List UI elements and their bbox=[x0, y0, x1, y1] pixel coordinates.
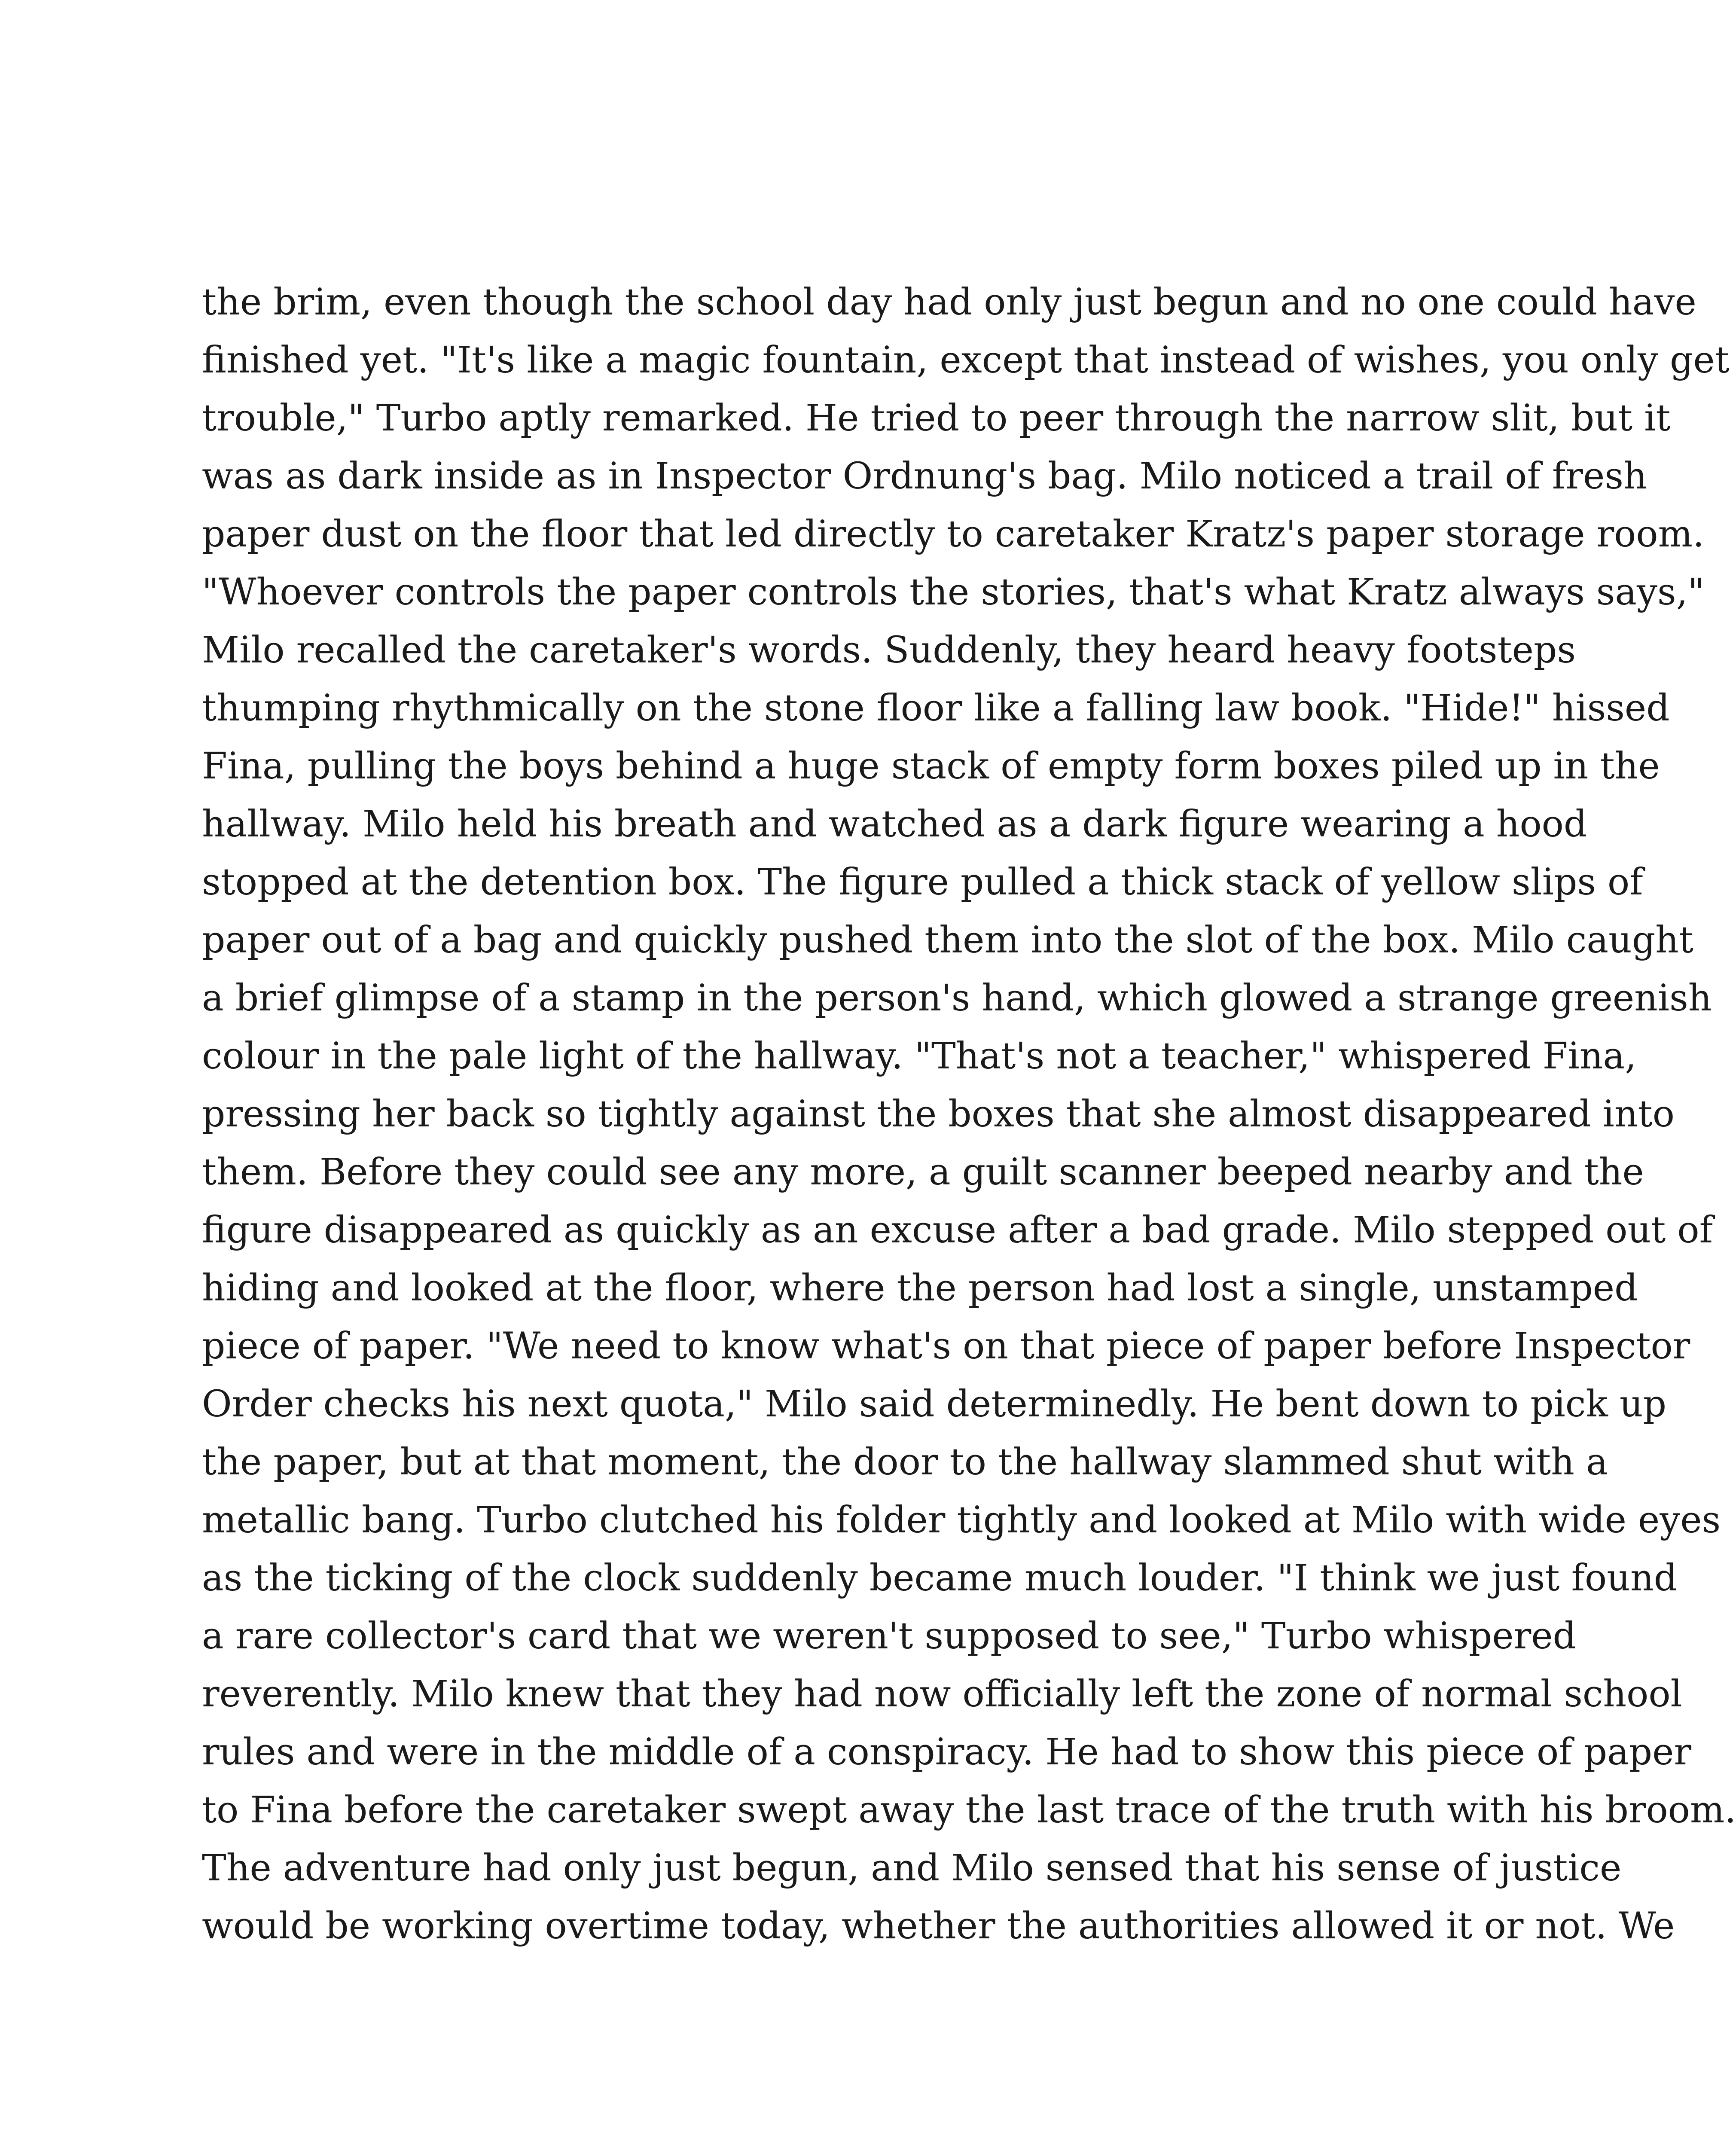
text-line: was as dark inside as in Inspector Ordnung's bag. Milo noticed a trail of fresh bbox=[202, 455, 1647, 497]
text-line: stopped at the detention box. The figure pulled a thick stack of yellow slips of bbox=[202, 861, 1643, 903]
text-line: them. Before they could see any more, a guilt scanner beeped nearby and the bbox=[202, 1151, 1644, 1193]
text-line: a rare collector's card that we weren't supposed to see," Turbo whispered bbox=[202, 1615, 1576, 1657]
text-line: "Whoever controls the paper controls the stories, that's what Kratz always says," bbox=[202, 571, 1705, 613]
text-line: hallway. Milo held his breath and watched as a dark figure wearing a hood bbox=[202, 803, 1587, 845]
text-line: The adventure had only just begun, and Milo sensed that his sense of justice bbox=[202, 1847, 1622, 1889]
text-line: pressing her back so tightly against the boxes that she almost disappeared into bbox=[202, 1093, 1675, 1135]
text-line: the paper, but at that moment, the door to the hallway slammed shut with a bbox=[202, 1441, 1608, 1483]
text-line: would be working overtime today, whether the authorities allowed it or not. We bbox=[202, 1905, 1675, 1947]
text-line: piece of paper. "We need to know what's on that piece of paper before Inspector bbox=[202, 1325, 1690, 1367]
text-line: thumping rhythmically on the stone floor like a falling law book. "Hide!" hissed bbox=[202, 687, 1670, 729]
text-line: paper dust on the floor that led directly to caretaker Kratz's paper storage room. bbox=[202, 513, 1705, 555]
text-line: paper out of a bag and quickly pushed them into the slot of the box. Milo caught bbox=[202, 919, 1694, 961]
text-line: reverently. Milo knew that they had now officially left the zone of normal school bbox=[202, 1673, 1682, 1715]
text-line: Fina, pulling the boys behind a huge stack of empty form boxes piled up in the bbox=[202, 745, 1660, 787]
text-line: to Fina before the caretaker swept away the last trace of the truth with his broom. bbox=[202, 1789, 1736, 1831]
text-line: a brief glimpse of a stamp in the person's hand, which glowed a strange greenish bbox=[202, 977, 1712, 1019]
text-line: the brim, even though the school day had only just begun and no one could have bbox=[202, 281, 1696, 323]
text-line: Order checks his next quota," Milo said determinedly. He bent down to pick up bbox=[202, 1383, 1667, 1425]
text-line: finished yet. "It's like a magic fountain, except that instead of wishes, you only get bbox=[202, 339, 1730, 381]
body-text bbox=[202, 273, 1736, 1955]
text-line: trouble," Turbo aptly remarked. He tried to peer through the narrow slit, but it bbox=[202, 397, 1671, 439]
text-line: figure disappeared as quickly as an excuse after a bad grade. Milo stepped out of bbox=[202, 1209, 1713, 1251]
text-line: colour in the pale light of the hallway. "That's not a teacher," whispered Fina, bbox=[202, 1035, 1637, 1077]
text-line: as the ticking of the clock suddenly became much louder. "I think we just found bbox=[202, 1557, 1678, 1599]
text-line: Milo recalled the caretaker's words. Suddenly, they heard heavy footsteps bbox=[202, 629, 1576, 671]
text-line: rules and were in the middle of a conspiracy. He had to show this piece of paper bbox=[202, 1731, 1692, 1773]
text-line: hiding and looked at the floor, where the person had lost a single, unstamped bbox=[202, 1267, 1638, 1309]
text-line: metallic bang. Turbo clutched his folder tightly and looked at Milo with wide eyes bbox=[202, 1499, 1721, 1541]
